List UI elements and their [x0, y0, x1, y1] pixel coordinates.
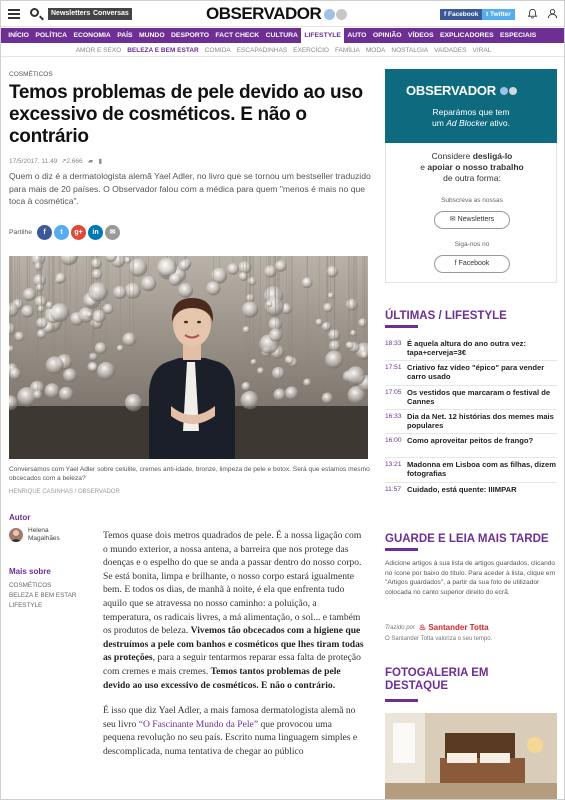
gallery-heading-bar	[385, 699, 418, 702]
more-about-heading: Mais sobre	[9, 567, 51, 576]
book-link[interactable]: “O Fascinante Mundo da Pele”	[138, 718, 259, 730]
nav-item-lifestyle[interactable]: LIFESTYLE	[301, 28, 344, 43]
author[interactable]	[9, 527, 68, 543]
share-googleplus-icon[interactable]: g+	[71, 225, 86, 240]
subnav-item-beleza[interactable]: BELEZA E BEM ESTAR	[127, 46, 199, 54]
adblock-support-text: Considere desligá-lo e apoiar o nosso trabalho de outra forma:	[420, 151, 524, 183]
subnav-item-amor-e-sexo[interactable]: AMOR E SEXO	[75, 46, 122, 54]
nav-item-pais[interactable]: PAÍS	[117, 32, 133, 39]
nav-item-especiais[interactable]: ESPECIAIS	[500, 32, 537, 39]
newsletters-button[interactable]: ✉ Newsletters	[434, 211, 510, 229]
share-linkedin-icon[interactable]: in	[88, 225, 103, 240]
photo-credit: HENRIQUE CASINHAS / OBSERVADOR	[9, 489, 120, 495]
subnav-item-moda[interactable]: MODA	[365, 46, 386, 54]
sponsor-label: Trazido por	[385, 624, 415, 631]
list-item[interactable]: 18:33 É aquela altura do ano outra vez: tapa+cerveja=3€	[385, 337, 557, 361]
santander-flame-icon: ♨	[418, 623, 427, 632]
nav-item-inicio[interactable]: INÍCIO	[8, 32, 29, 39]
save-text: Adicione artigos à sua lista de artigos guardados, clicando no ícone por baixo do título. Para aceder à lista, clique em "Artigos guardados", a partir da sua foto de utilizador colocada no canto superior direito do ecrã.	[385, 560, 556, 596]
menu-icon[interactable]	[8, 9, 20, 19]
subnav-item-viral[interactable]: VIRAL	[472, 46, 492, 54]
author-name[interactable]: Helena Magalhães	[28, 527, 60, 542]
body-paragraph: Temos quase dois metros quadrados de pele. É a nossa ligação com o mundo exterior, a nossa antena, a barreira que nos protege das doenças e o espelho do que se anda a passar dentro do nosso corpo. Se está bonita, limpa e brilhante, o nosso corpo estará igualmente bem. E todos os dias, de manhã à noite, é ela que enfrenta tudo aquilo que se atravessa no nosso caminho: a poluição, a temperatura, os radicais livres, a má alimentação, o sol... e também os produtos de beleza. Vivemos tão obcecados com a higiene que destruímos a pele com banhos e cosméticos que lhes tiram todas as proteções, para a seguir tentarmos reparar essa falta de proteção com cremes e mais cremes. Temos tantos problemas de pele devido ao uso excessivo de cosméticos. E não o contrário.	[103, 530, 364, 691]
twitter-link[interactable]: t Twitter	[482, 9, 515, 20]
follow-label: Siga-nos no	[454, 241, 490, 248]
nav-item-fact-check[interactable]: FACT CHECK	[215, 32, 260, 39]
latest-heading[interactable]: ÚLTIMAS / LIFESTYLE	[385, 310, 507, 322]
share-facebook-icon[interactable]: f	[37, 225, 52, 240]
latest-list	[385, 337, 557, 507]
sponsor	[385, 623, 489, 632]
sponsor-brand[interactable]: ♨ Santander Totta	[418, 623, 489, 632]
gallery-image[interactable]	[385, 713, 557, 800]
share-count: 2.666	[66, 158, 83, 165]
logo-text: OBSERVADOR	[206, 4, 322, 23]
nav-item-auto[interactable]: AUTO	[347, 32, 367, 39]
gallery-heading[interactable]: FOTOGALERIA EM DESTAQUE	[385, 667, 489, 692]
search-icon[interactable]	[30, 8, 39, 17]
article-body	[103, 529, 365, 771]
body-paragraph: É isso que diz Yael Adler, a mais famosa dermatologista alemã no seu livro “O Fascinante Mundo da Pele” que provocou uma pequena revolução no seu país. Escrito numa linguagem simples e descomplicada, numa tentativa de chegar ao público	[103, 705, 358, 757]
subnav-item-comida[interactable]: COMIDA	[204, 46, 231, 54]
subscribe-label: Subscreva as nossas	[441, 197, 503, 204]
subnav-item-familia[interactable]: FAMÍLIA	[334, 46, 360, 54]
logo-dots-icon	[323, 5, 347, 25]
user-icon[interactable]	[547, 8, 558, 19]
share-email-icon[interactable]: ✉	[105, 225, 120, 240]
adblock-notice	[385, 69, 557, 143]
bookmark-icon[interactable]: ▮	[98, 158, 103, 165]
comment-icon[interactable]: ▰	[88, 158, 94, 165]
gallery-illustration	[385, 713, 557, 800]
bell-icon[interactable]	[527, 8, 538, 19]
share-bar	[9, 225, 122, 240]
adblock-logo: OBSERVADOR	[406, 83, 517, 98]
tag-item[interactable]: COSMÉTICOS	[9, 582, 52, 589]
share-label: Partilhe	[9, 229, 33, 236]
conversas-pill[interactable]: Conversas	[90, 8, 132, 20]
tag-item[interactable]: LIFESTYLE	[9, 602, 43, 609]
sponsor-text: O Santander Totta valoriza o seu tempo.	[385, 636, 493, 642]
article-date: 17/5/2017, 11:49	[9, 158, 58, 165]
list-item[interactable]: 16:33 Dia da Net. 12 histórias dos memes mais populares	[385, 410, 557, 434]
list-item[interactable]: 17:05 Os vestidos que marcaram o festival de Cannes	[385, 386, 557, 410]
tag-list	[9, 581, 76, 611]
share-twitter-icon[interactable]: t	[54, 225, 69, 240]
article-meta	[9, 157, 102, 165]
article-kicker[interactable]: COSMÉTICOS	[9, 71, 53, 78]
site-logo[interactable]	[206, 4, 347, 25]
save-heading: GUARDE E LEIA MAIS TARDE	[385, 533, 549, 545]
nav-item-desporto[interactable]: DESPORTO	[171, 32, 210, 39]
nav-item-videos[interactable]: VÍDEOS	[407, 32, 434, 39]
nav-item-politica[interactable]: POLÍTICA	[35, 32, 68, 39]
article-title: Temos problemas de pele devido ao uso excessivo de cosméticos. E não o contrário	[9, 82, 363, 147]
newsletters-pill[interactable]: Newsletters	[48, 8, 93, 20]
top-bar	[1, 1, 565, 27]
share-count-icon: ↗	[60, 158, 67, 165]
author-avatar[interactable]	[9, 528, 23, 542]
sub-nav	[1, 44, 565, 57]
author-heading: Autor	[9, 513, 31, 522]
nav-item-mundo[interactable]: MUNDO	[138, 32, 165, 39]
subnav-item-vaidades[interactable]: VAIDADES	[434, 46, 467, 54]
list-item[interactable]: 11:57 Cuidado, está quente: IIIMPAR	[385, 484, 517, 494]
nav-item-economia[interactable]: ECONOMIA	[73, 32, 111, 39]
list-item[interactable]: 16:00 Como aproveitar peitos de frango?	[385, 434, 557, 458]
subnav-item-escapadinhas[interactable]: ESCAPADINHAS	[236, 46, 288, 54]
facebook-link[interactable]: f Facebook	[440, 9, 482, 20]
article-photo[interactable]	[9, 256, 368, 459]
nav-item-explicadores[interactable]: EXPLICADORES	[439, 32, 494, 39]
save-heading-bar	[385, 548, 418, 551]
main-nav	[1, 28, 565, 43]
nav-item-opiniao[interactable]: OPINIÃO	[372, 32, 402, 39]
tag-item[interactable]: BELEZA E BEM ESTAR	[9, 592, 77, 599]
adblock-text: Reparámos que tem um Ad Blocker ativo.	[432, 107, 510, 128]
article-lead: Quem o diz é a dermatologista alemã Yael Adler, no livro que se tornou um bestseller traduzido para mais de 20 países. O Observador falou com a médica para quem "menos é mais no que toca à cosmética".	[9, 171, 371, 207]
photo-caption: Conversámos com Yael Adler sobre celulite, cremes anti-idade, bronze, limpeza de pele e botox. Será que estamos mesmo obcecados com a beleza?	[9, 466, 370, 482]
subnav-item-nostalgia[interactable]: NOSTALGIA	[391, 46, 429, 54]
subnav-item-exercicio[interactable]: EXERCÍCIO	[293, 46, 329, 54]
list-item[interactable]: 17:51 Criativo faz vídeo "épico" para vender carro usado	[385, 361, 557, 385]
facebook-button[interactable]: f Facebook	[434, 255, 510, 273]
adblock-support	[385, 143, 557, 283]
photo-illustration	[9, 256, 368, 459]
latest-heading-bar	[385, 325, 418, 328]
nav-item-cultura[interactable]: CULTURA	[265, 32, 298, 39]
list-item[interactable]: 13:21 Madonna em Lisboa com as filhas, dizem fotografias	[385, 458, 557, 482]
